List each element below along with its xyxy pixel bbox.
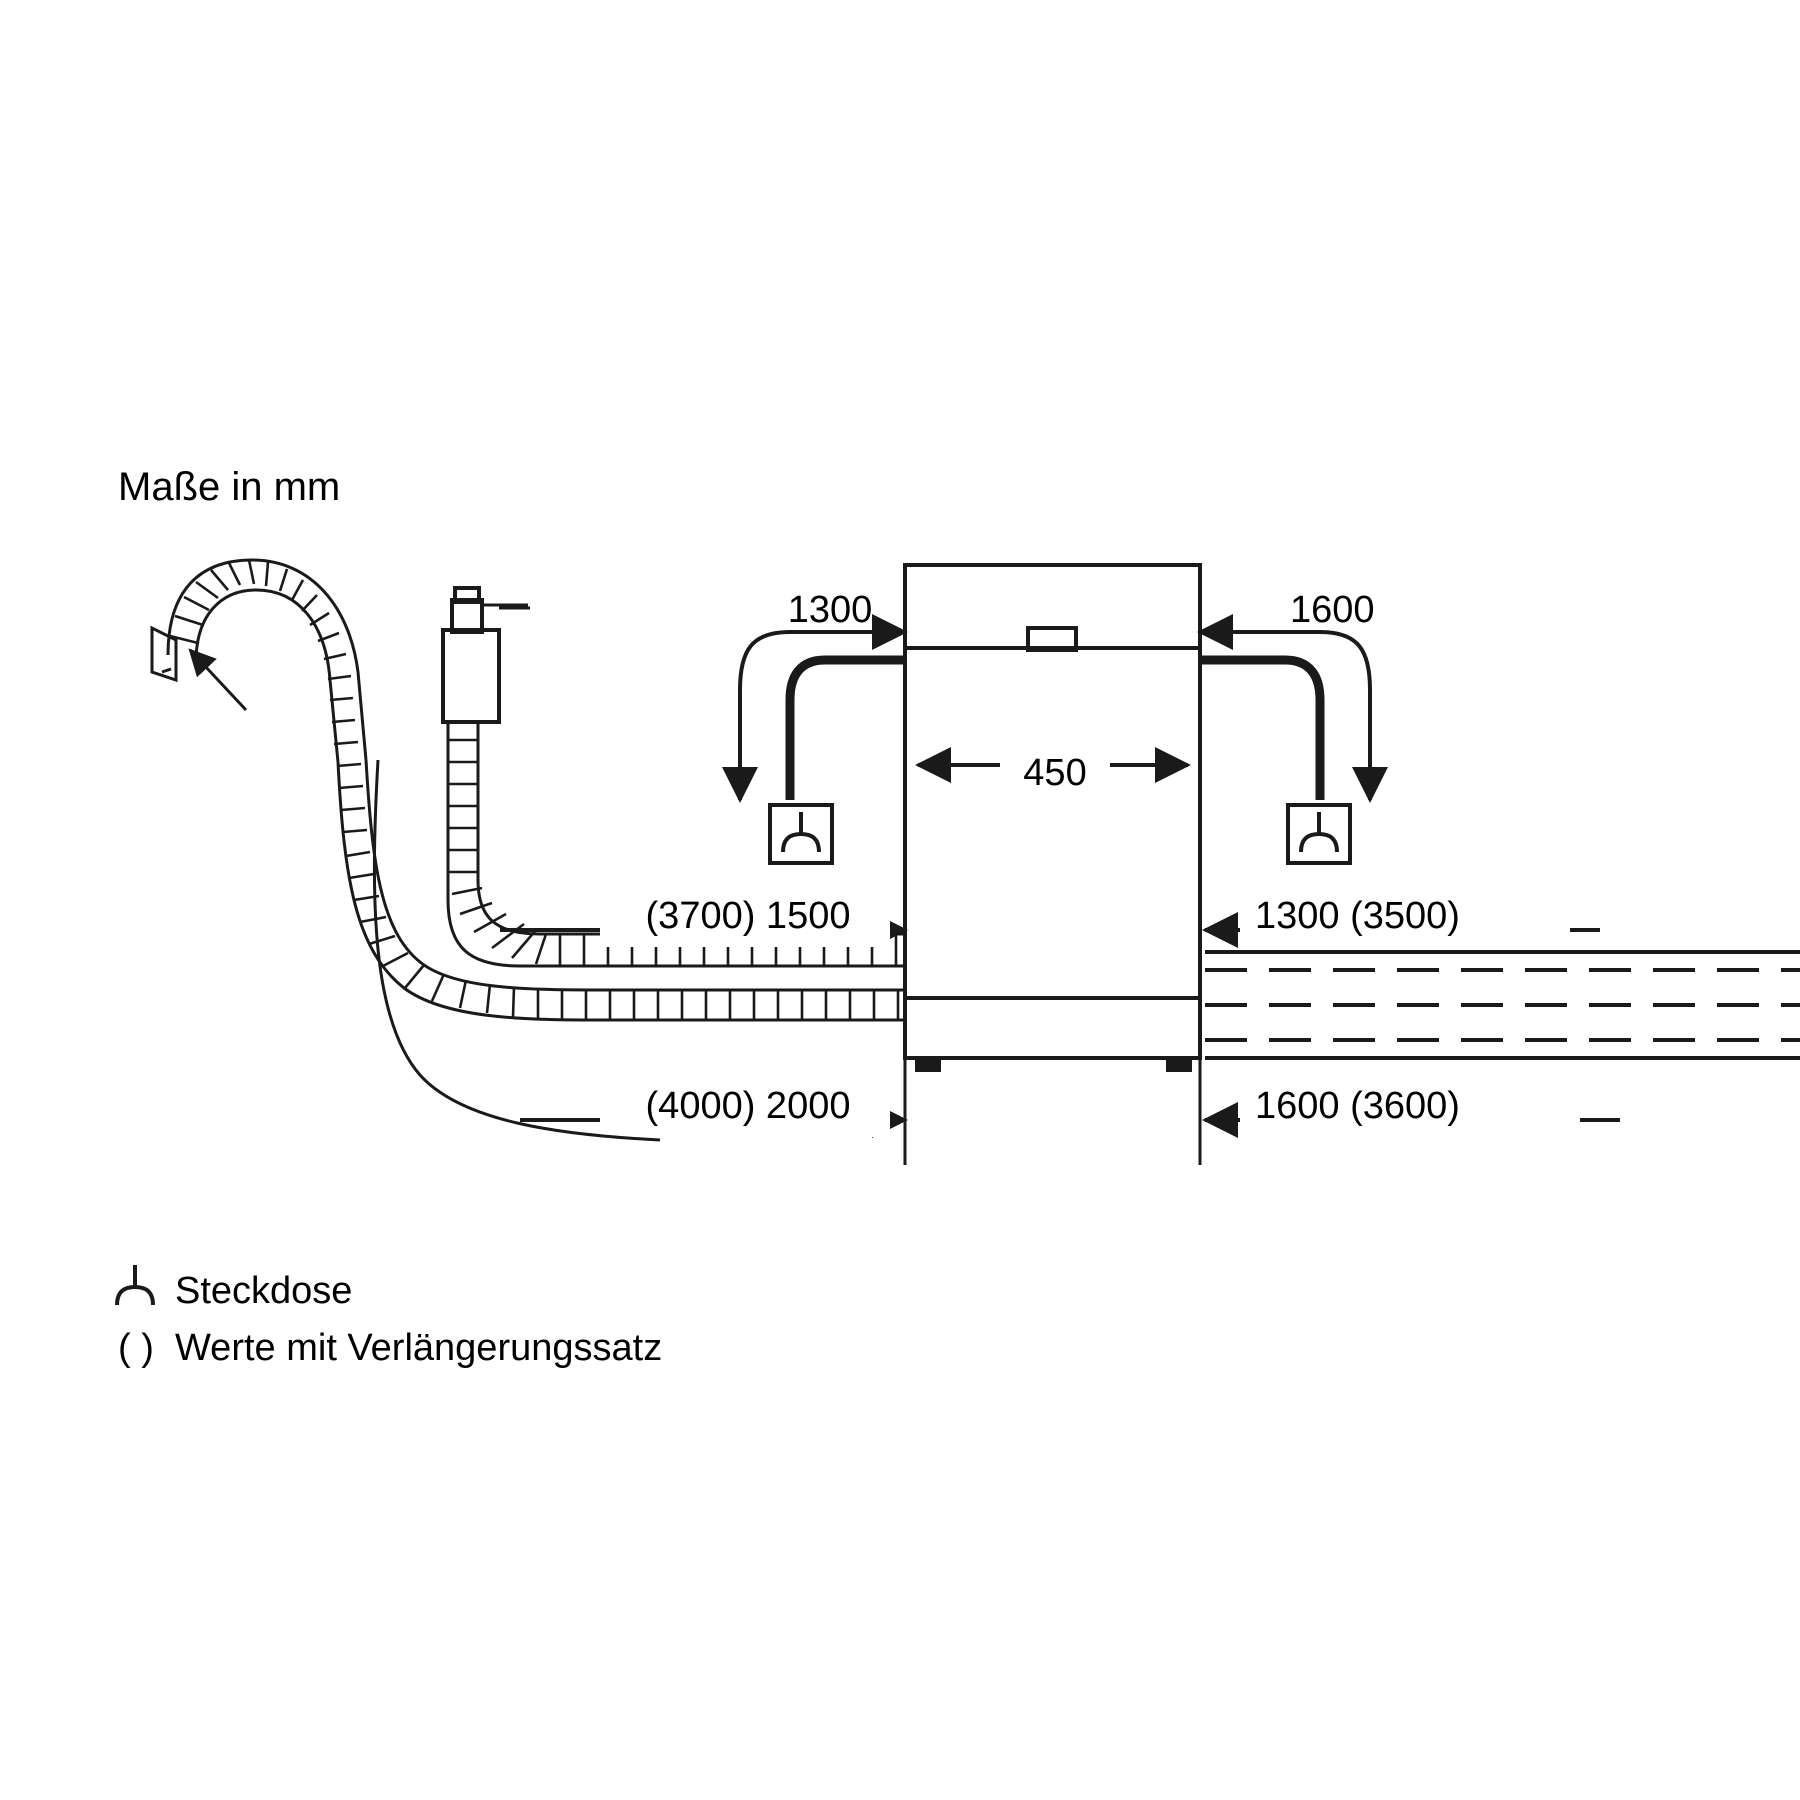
dimension-bottom-right-label: 1600 (3600) <box>1255 1085 1460 1127</box>
right-dashed-lines <box>1205 952 1800 1058</box>
legend-socket-label: Steckdose <box>175 1270 353 1312</box>
legend-socket-icon <box>117 1265 153 1305</box>
dimension-1600-top-right <box>1200 589 1375 800</box>
power-cable-left <box>790 660 905 800</box>
dimension-mid-right <box>1205 895 1600 947</box>
dimension-mid-left-label: (3700) 1500 <box>645 895 851 937</box>
socket-icon-right <box>1288 805 1350 863</box>
dimension-bottom-right <box>1200 1000 1620 1165</box>
appliance-outline <box>905 565 1200 1072</box>
dimension-top-right-label: 1600 <box>1290 589 1375 631</box>
dimension-bottom-left-label: (4000) 2000 <box>645 1085 851 1127</box>
socket-icon-left <box>770 805 832 863</box>
legend <box>117 1265 662 1369</box>
legend-paren-icon: ( ) <box>118 1327 154 1369</box>
dimension-mid-right-label: 1300 (3500) <box>1255 895 1460 937</box>
dimension-top-left-label: 1300 <box>787 589 873 631</box>
dimension-width-label: 450 <box>1023 752 1087 794</box>
page-title: Maße in mm <box>118 465 341 509</box>
legend-extension-label: Werte mit Verlängerungssatz <box>175 1327 663 1369</box>
power-cable-right <box>1200 660 1320 800</box>
dimension-bottom-left <box>520 1000 905 1165</box>
width-dimension-450 <box>918 735 1188 794</box>
dimension-1300-top-left <box>740 589 905 800</box>
